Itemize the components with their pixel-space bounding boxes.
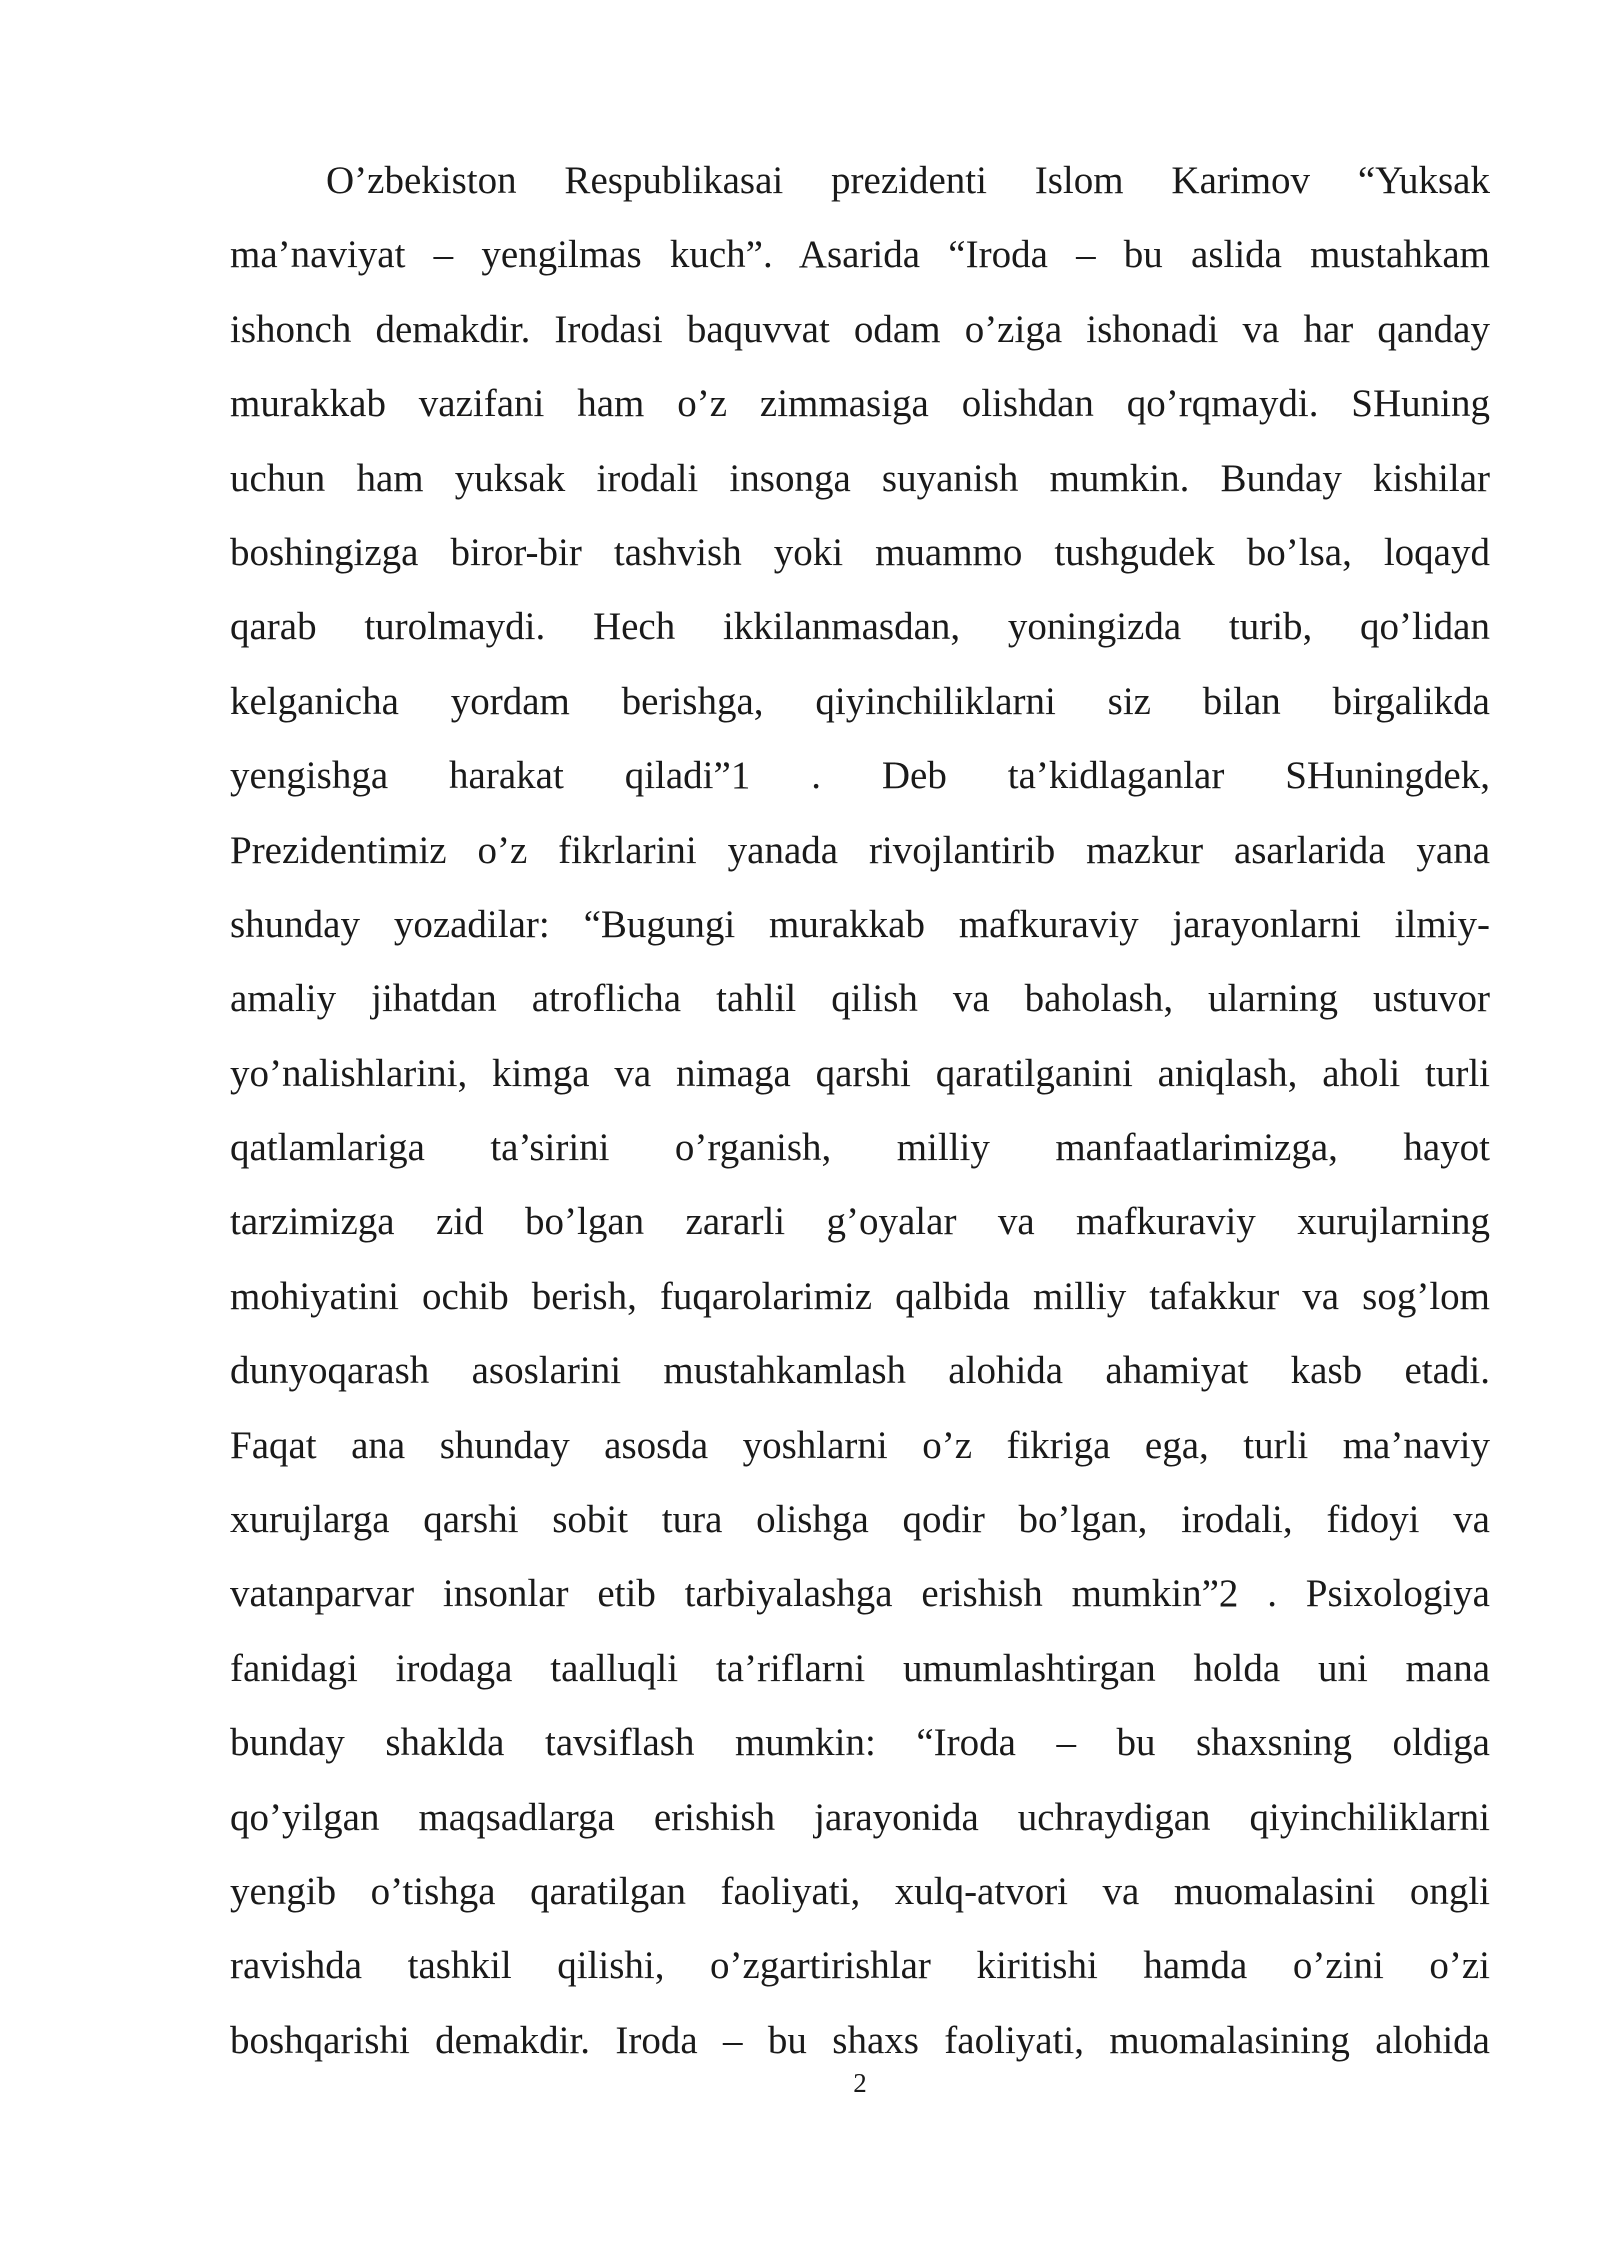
page-number: 2 (853, 2068, 867, 2098)
text-line: Faqat ana shunday asosda yoshlarni o’z fikriga ega, turli ma’naviy (230, 1423, 1490, 1467)
text-line: uchun ham yuksak irodali insonga suyanish mumkin. Bunday kishilar (230, 456, 1490, 500)
text-line: xurujlarga qarshi sobit tura olishga qodir bo’lgan, irodali, fidoyi va (230, 1498, 1490, 1542)
text-line: ma’naviyat – yengilmas kuch”. Asarida “Iroda – bu aslida mustahkam (230, 233, 1490, 277)
text-line: qo’yilgan maqsadlarga erishish jarayonida uchraydigan qiyinchiliklarni (230, 1795, 1490, 1839)
body-paragraph (230, 144, 1490, 2078)
text-line: yengishga harakat qiladi”1 . Deb ta’kidlaganlar SHuningdek, (230, 754, 1490, 798)
text-line: bunday shaklda tavsiflash mumkin: “Iroda – bu shaxsning oldiga (230, 1721, 1490, 1765)
text-line: O’zbekiston Respublikasai prezidenti Islom Karimov “Yuksak (326, 159, 1490, 202)
text-line: qarab turolmaydi. Hech ikkilanmasdan, yoningizda turib, qo’lidan (230, 605, 1490, 649)
text-line: yengib o’tishga qaratilgan faoliyati, xulq-atvori va muomalasini ongli (230, 1869, 1490, 1913)
text-line: boshqarishi demakdir. Iroda – bu shaxs faoliyati, muomalasining alohida (230, 2018, 1490, 2062)
text-line: qatlamlariga ta’sirini o’rganish, milliy manfaatlarimizga, hayot (230, 1126, 1490, 1170)
text-line: kelganicha yordam berishga, qiyinchiliklarni siz bilan birgalikda (230, 679, 1490, 723)
text-line: Prezidentimiz o’z fikrlarini yanada rivojlantirib mazkur asarlarida yana (230, 828, 1490, 872)
text-line: ishonch demakdir. Irodasi baquvvat odam o’ziga ishonadi va har qanday (230, 307, 1490, 351)
text-line: mohiyatini ochib berish, fuqarolarimiz qalbida milliy tafakkur va sog’lom (230, 1274, 1490, 1318)
text-line: vatanparvar insonlar etib tarbiyalashga erishish mumkin”2 . Psixologiya (230, 1572, 1490, 1616)
text-line: amaliy jihatdan atroflicha tahlil qilish va baholash, ularning ustuvor (230, 977, 1490, 1021)
text-line: boshingizga biror-bir tashvish yoki muammo tushgudek bo’lsa, loqayd (230, 530, 1490, 574)
text-line: tarzimizga zid bo’lgan zararli g’oyalar va mafkuraviy xurujlarning (230, 1200, 1490, 1244)
text-line: ravishda tashkil qilishi, o’zgartirishlar kiritishi hamda o’zini o’zi (230, 1944, 1490, 1988)
text-line: shunday yozadilar: “Bugungi murakkab mafkuraviy jarayonlarni ilmiy- (230, 902, 1490, 946)
text-line: dunyoqarash asoslarini mustahkamlash alohida ahamiyat kasb etadi. (230, 1349, 1490, 1393)
text-line: fanidagi irodaga taalluqli ta’riflarni umumlashtirgan holda uni mana (230, 1646, 1490, 1690)
text-line: murakkab vazifani ham o’z zimmasiga olishdan qo’rqmaydi. SHuning (230, 382, 1490, 426)
text-line: yo’nalishlarini, kimga va nimaga qarshi qaratilganini aniqlash, aholi turli (230, 1051, 1490, 1095)
